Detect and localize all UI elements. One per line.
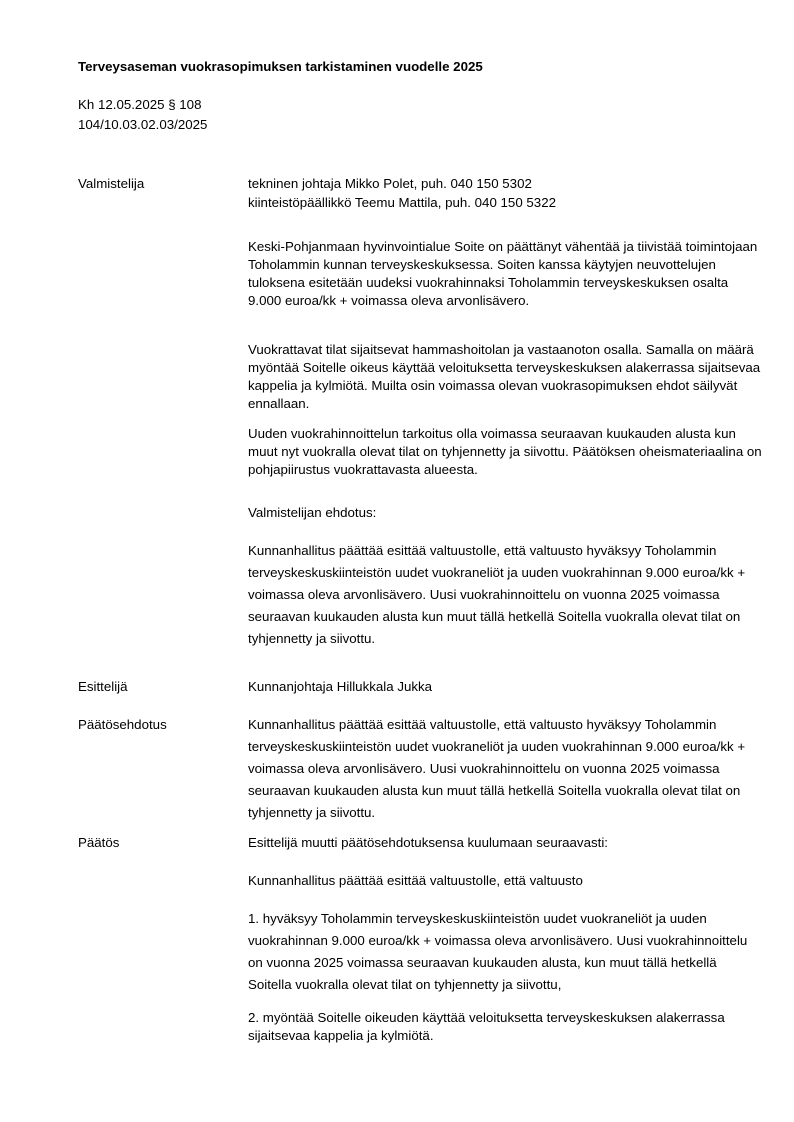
document-title: Terveysaseman vuokrasopimuksen tarkistaminen vuodelle 2025 — [78, 59, 483, 74]
paatos-label: Päätös — [78, 835, 120, 850]
valmistelijan-ehdotus-heading: Valmistelijan ehdotus: — [248, 505, 377, 520]
valmistelija-label: Valmistelija — [78, 176, 145, 191]
paatosehdotus-text: Kunnanhallitus päättää esittää valtuustolle, että valtuusto hyväksyy Toholammin terveyskeskuskiinteistön uudet vuokraneliöt ja uuden vuokrahinnan 9.000 euroa/kk + voimassa oleva arvonlisävero. Uusi vuokrahinnoittelu on vuonna 2025 voimassa seuraavan kuukauden alusta kun muut tällä hetkellä Soitella vuokralla olevat tilat on tyhjennetty ja siivottu. — [248, 717, 746, 820]
paatos-intro: Esittelijä muutti päätösehdotuksensa kuulumaan seuraavasti: — [248, 835, 608, 850]
valmistelija-name-2: kiinteistöpäällikkö Teemu Mattila, puh. 040 150 5322 — [248, 195, 556, 210]
valmistelu-paragraph-2: Vuokrattavat tilat sijaitsevat hammashoitolan ja vastaanoton osalla. Samalla on määrä myöntää Soitelle oikeus käyttää veloituksetta terveyskeskuksen alakerrassa sijaitsevaa kappelia ja kylmiötä. Muilta osin voimassa olevan vuokrasopimuksen ehdot säilyvät ennallaan. — [248, 342, 761, 411]
valmistelu-paragraph-3: Uuden vuokrahinnoittelun tarkoitus olla voimassa seuraavan kuukauden alusta kun muut nyt vuokralla olevat tilat on tyhjennetty ja siivottu. Päätöksen oheismateriaalina on pohjapiirustus vuokrattavasta alueesta. — [248, 426, 762, 477]
paatos-statement: Kunnanhallitus päättää esittää valtuustolle, että valtuusto — [248, 873, 583, 888]
esittelija-value: Kunnanjohtaja Hillukkala Jukka — [248, 679, 433, 694]
valmistelu-paragraph-1: Keski-Pohjanmaan hyvinvointialue Soite on päättänyt vähentää ja tiivistää toimintojaan Toholammin kunnan terveyskeskuksessa. Soiten kanssa käytyjen neuvottelujen tuloksena esitetään uudeksi vuokrahinnaksi Toholammin terveyskeskuksen osalta 9.000 euroa/kk + voimassa oleva arvonlisävero. — [248, 239, 758, 308]
case-number: 104/10.03.02.03/2025 — [78, 117, 208, 132]
paatos-item-1: 1. hyväksyy Toholammin terveyskeskuskiinteistön uudet vuokraneliöt ja uuden vuokrahinnan 9.000 euroa/kk + voimassa oleva arvonlisävero. Uusi vuokrahinnoittelu on vuonna 2025 voimassa seuraavan kuukauden alusta, kun muut tällä hetkellä Soitella vuokralla olevat tilat on tyhjennetty ja siivottu, — [248, 911, 748, 992]
valmistelijan-ehdotus-text: Kunnanhallitus päättää esittää valtuustolle, että valtuusto hyväksyy Toholammin terveyskeskuskiinteistön uudet vuokraneliöt ja uuden vuokrahinnan 9.000 euroa/kk + voimassa oleva arvonlisävero. Uusi vuokrahinnoittelu on vuonna 2025 voimassa seuraavan kuukauden alusta kun muut tällä hetkellä Soitella vuokralla olevat tilat on tyhjennetty ja siivottu. — [248, 543, 746, 646]
esittelija-label: Esittelijä — [78, 679, 128, 694]
valmistelija-name-1: tekninen johtaja Mikko Polet, puh. 040 150 5302 — [248, 176, 532, 191]
meeting-reference: Kh 12.05.2025 § 108 — [78, 97, 202, 112]
paatosehdotus-label: Päätösehdotus — [78, 717, 167, 732]
paatos-item-2: 2. myöntää Soitelle oikeuden käyttää veloituksetta terveyskeskuksen alakerrassa sijaitsevaa kappelia ja kylmiötä. — [248, 1010, 725, 1043]
